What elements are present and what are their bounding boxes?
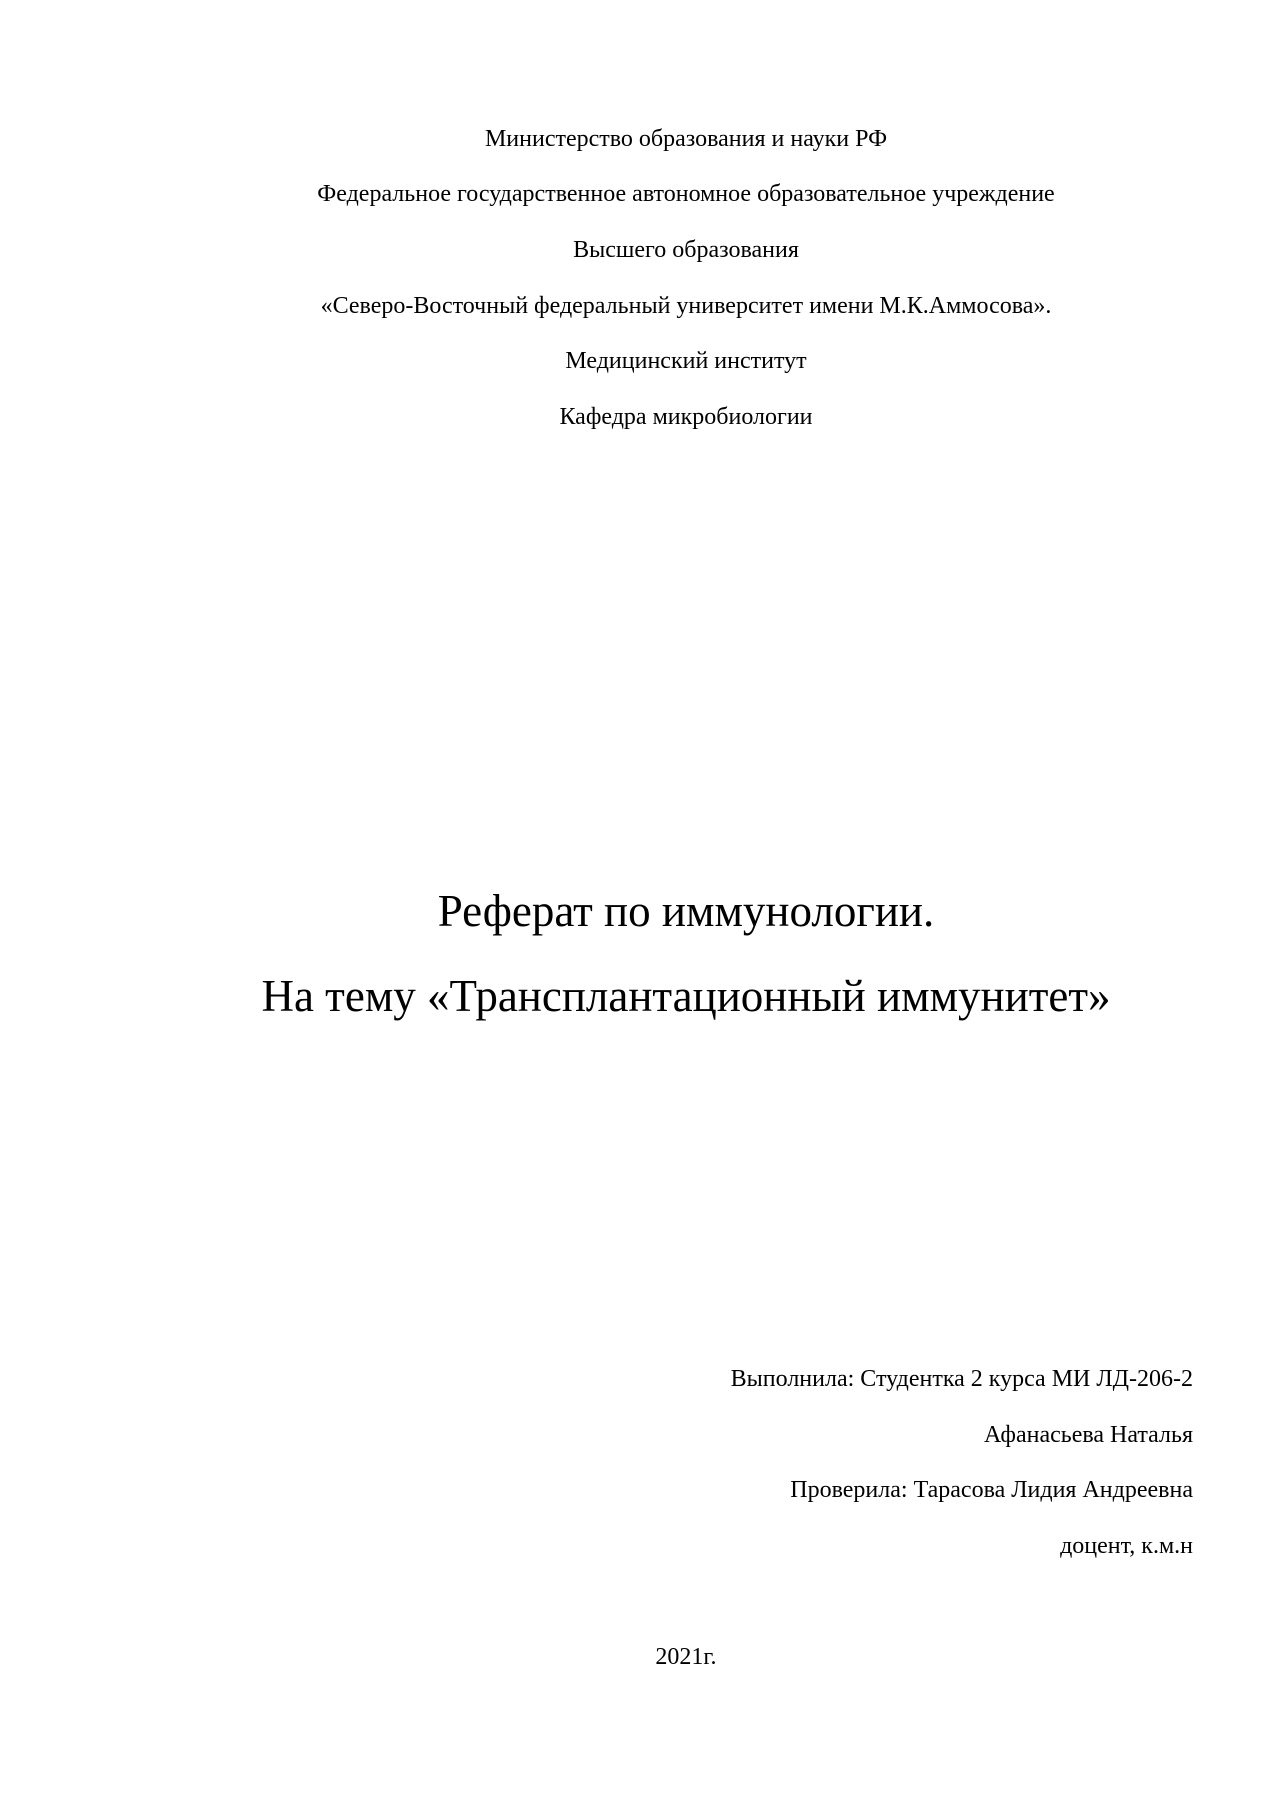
- report-title: Реферат по иммунологии.: [437, 886, 935, 936]
- reviewer-title-line: доцент, к.м.н: [1060, 1533, 1193, 1559]
- university-line: «Северо-Восточный федеральный университет имени М.К.Аммосова».: [320, 293, 1052, 319]
- ministry-line: Министерство образования и науки РФ: [484, 126, 888, 152]
- report-topic: На тему «Трансплантационный иммунитет»: [261, 971, 1111, 1021]
- education-level-line: Высшего образования: [573, 237, 799, 263]
- department-line: Кафедра микробиологии: [559, 404, 813, 430]
- institute-line: Медицинский институт: [565, 348, 807, 374]
- performed-by-line: Выполнила: Студентка 2 курса МИ ЛД-206-2: [730, 1366, 1193, 1392]
- institution-type-line: Федеральное государственное автономное образовательное учреждение: [317, 181, 1055, 207]
- year-line: 2021г.: [655, 1644, 717, 1670]
- student-name-line: Афанасьева Наталья: [983, 1422, 1193, 1448]
- checked-by-line: Проверила: Тарасова Лидия Андреевна: [790, 1477, 1193, 1503]
